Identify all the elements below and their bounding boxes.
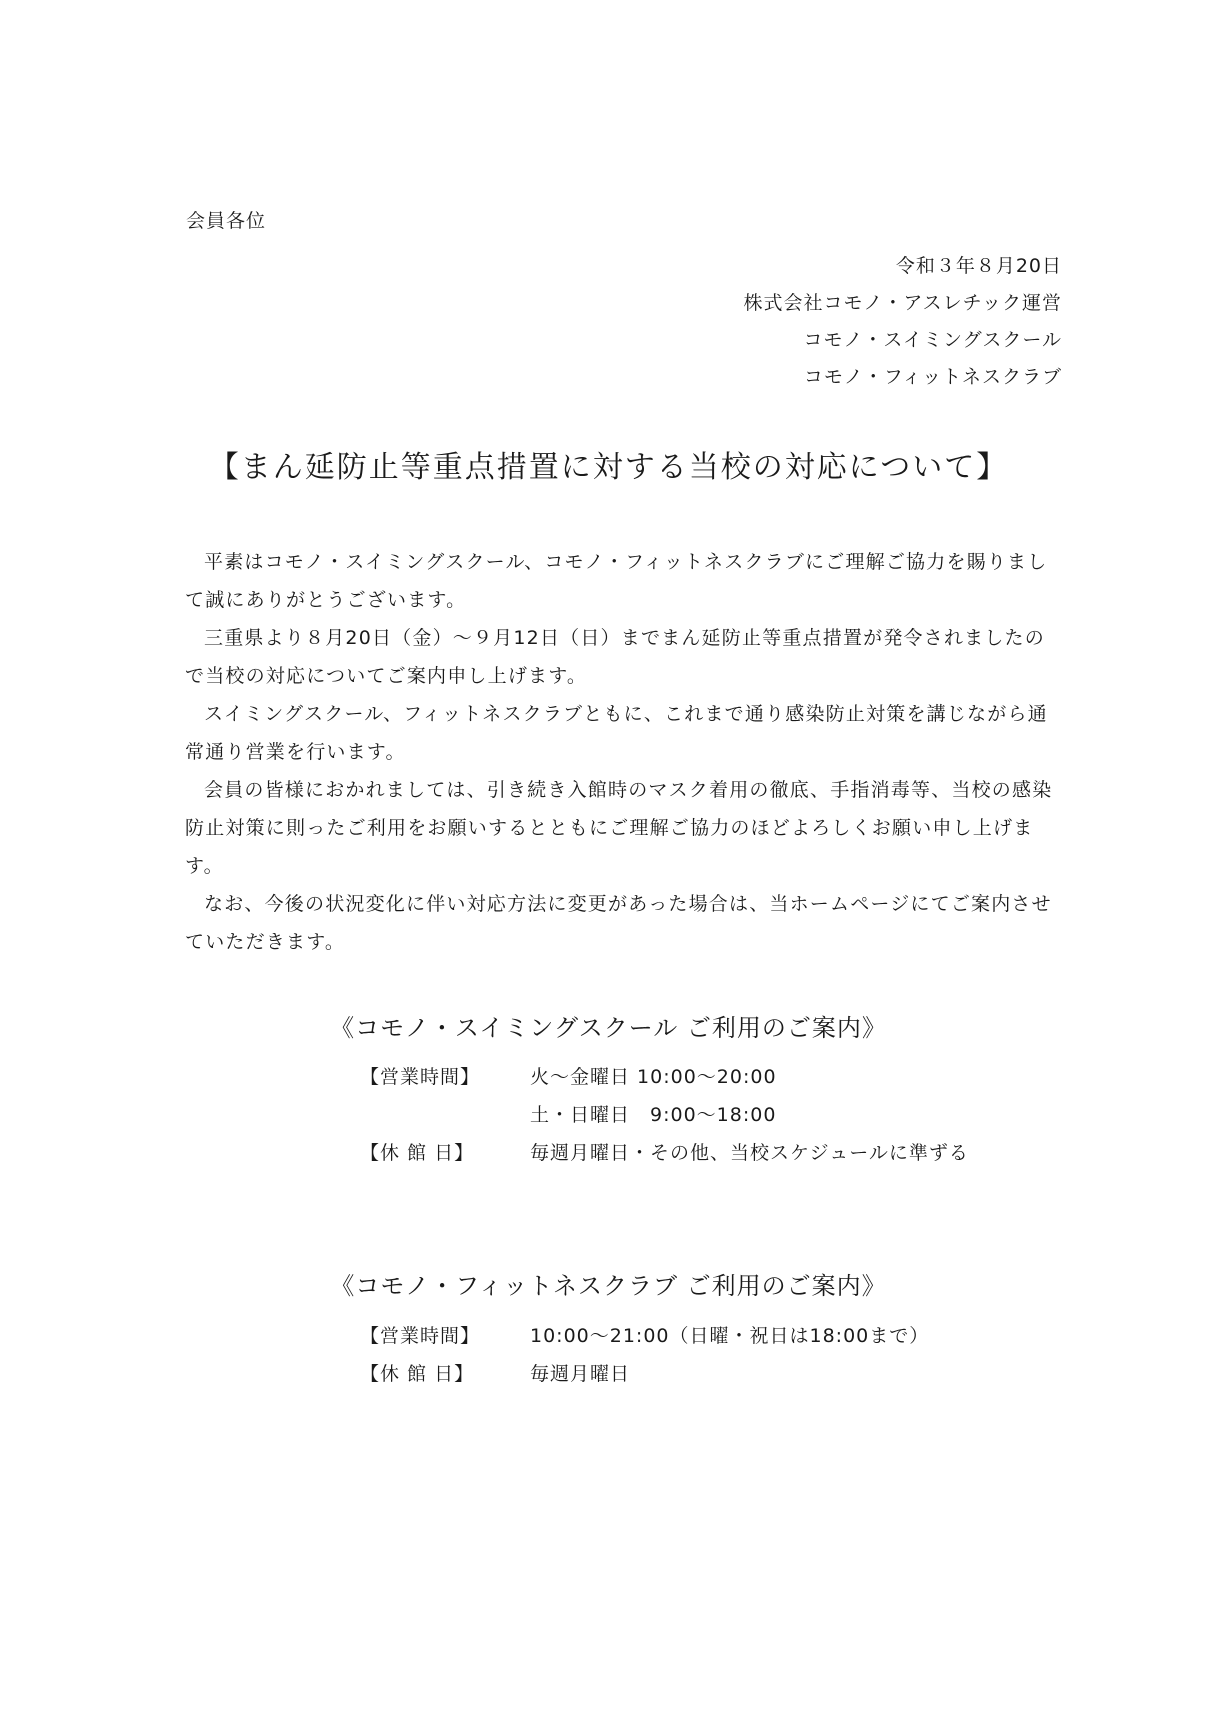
paragraph: なお、今後の状況変化に伴い対応方法に変更があった場合は、当ホームページにてご案内させていただきます。	[185, 893, 1052, 953]
fitness-section-heading: 《コモノ・フィットネスクラブ ご利用のご案内》	[330, 1272, 887, 1300]
paragraph: 会員の皆様におかれましては、引き続き入館時のマスク着用の徹底、手指消毒等、当校の感染防止対策に則ったご利用をお願いするとともにご理解ご協力のほどよろしくお願い申し上げます。	[185, 779, 1053, 877]
issue-date: 令和３年８月20日	[895, 255, 1062, 277]
sender-club: コモノ・フィットネスクラブ	[803, 366, 1062, 388]
fitness-hours-label: 【営業時間】	[360, 1325, 481, 1347]
body-text	[185, 543, 1065, 961]
sender-school: コモノ・スイミングスクール	[803, 329, 1062, 351]
fitness-info-table	[360, 1317, 929, 1393]
fitness-closed-label: 【休 館 日】	[360, 1363, 475, 1385]
sender-company: 株式会社コモノ・アスレチック運営	[743, 292, 1062, 314]
swimming-hours-weekday: 火～金曜日 10:00～20:00	[530, 1066, 777, 1088]
swimming-section-heading: 《コモノ・スイミングスクール ご利用のご案内》	[330, 1014, 887, 1042]
paragraph: 三重県より８月20日（金）～９月12日（日）までまん延防止等重点措置が発令されましたので当校の対応についてご案内申し上げます。	[185, 627, 1045, 687]
sender-block	[744, 248, 1062, 396]
addressee: 会員各位	[186, 210, 267, 232]
swimming-hours-weekend: 土・日曜日 9:00～18:00	[530, 1104, 777, 1126]
swimming-closed-label: 【休 館 日】	[360, 1142, 475, 1164]
swimming-hours-label: 【営業時間】	[360, 1066, 481, 1088]
fitness-hours-value: 10:00～21:00（日曜・祝日は18:00まで）	[530, 1325, 930, 1347]
paragraph: 平素はコモノ・スイミングスクール、コモノ・フィットネスクラブにご理解ご協力を賜りまして誠にありがとうございます。	[185, 551, 1048, 611]
fitness-closed-value: 毎週月曜日	[530, 1363, 631, 1385]
swimming-info-table	[360, 1058, 969, 1172]
paragraph: スイミングスクール、フィットネスクラブともに、これまで通り感染防止対策を講じながら通常通り営業を行います。	[185, 703, 1048, 763]
swimming-closed-value: 毎週月曜日・その他、当校スケジュールに準ずる	[530, 1142, 969, 1164]
document-title: 【まん延防止等重点措置に対する当校の対応について】	[208, 450, 1009, 485]
